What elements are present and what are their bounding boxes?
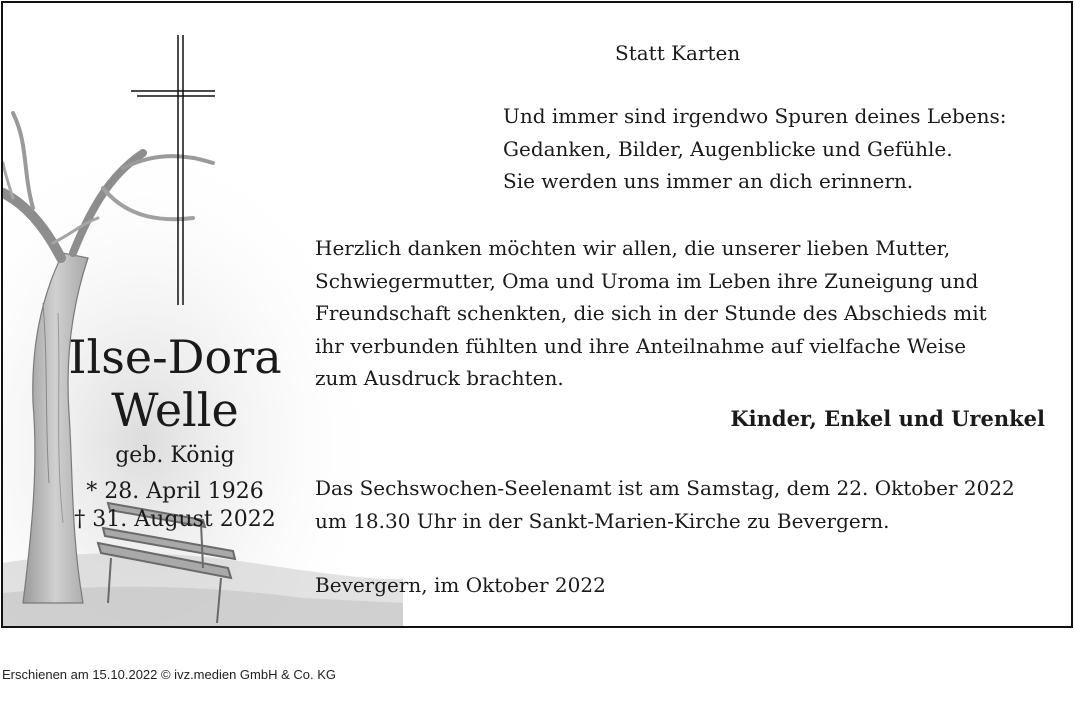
poem-line: Sie werden uns immer an dich erinnern. <box>503 169 914 193</box>
poem-line: Gedanken, Bilder, Augenblicke und Gefühle. <box>503 136 953 161</box>
birth-date: * 28. April 1926 <box>86 479 264 504</box>
signature: Kinder, Enkel und Urenkel <box>730 406 1045 431</box>
statt-karten: Statt Karten <box>615 41 741 65</box>
thanks-line: Schwiegermutter, Oma und Uroma im Leben ihre Zuneigung und <box>315 268 979 293</box>
thanks-paragraph <box>315 232 987 395</box>
thanks-line: Herzlich danken möchten wir allen, die unserer lieben Mutter, <box>315 236 951 260</box>
thanks-line: zum Ausdruck brachten. <box>315 366 564 390</box>
thanks-line: Freundschaft schenkten, die sich in der Stunde des Abschieds mit <box>315 301 987 325</box>
service-paragraph <box>315 472 1015 537</box>
poem <box>503 100 1007 198</box>
deceased-last-name: Welle <box>111 383 239 437</box>
service-line: um 18.30 Uhr in der Sankt-Marien-Kirche zu Bevergern. <box>315 508 890 533</box>
publication-footer: Erschienen am 15.10.2022 © ivz.medien GmbH & Co. KG <box>2 667 337 682</box>
poem-line: Und immer sind irgendwo Spuren deines Lebens: <box>503 104 1007 128</box>
thanks-line: ihr verbunden fühlten und ihre Anteilnahme auf vielfache Weise <box>315 333 967 358</box>
born-name: geb. König <box>115 443 235 468</box>
deceased-first-name: Ilse-Dora <box>68 330 282 384</box>
obituary-card <box>1 1 1073 628</box>
service-line: Das Sechswochen-Seelenamt ist am Samstag, dem 22. Oktober 2022 <box>315 476 1015 500</box>
death-date: † 31. August 2022 <box>74 507 276 532</box>
place-date: Bevergern, im Oktober 2022 <box>315 573 606 597</box>
